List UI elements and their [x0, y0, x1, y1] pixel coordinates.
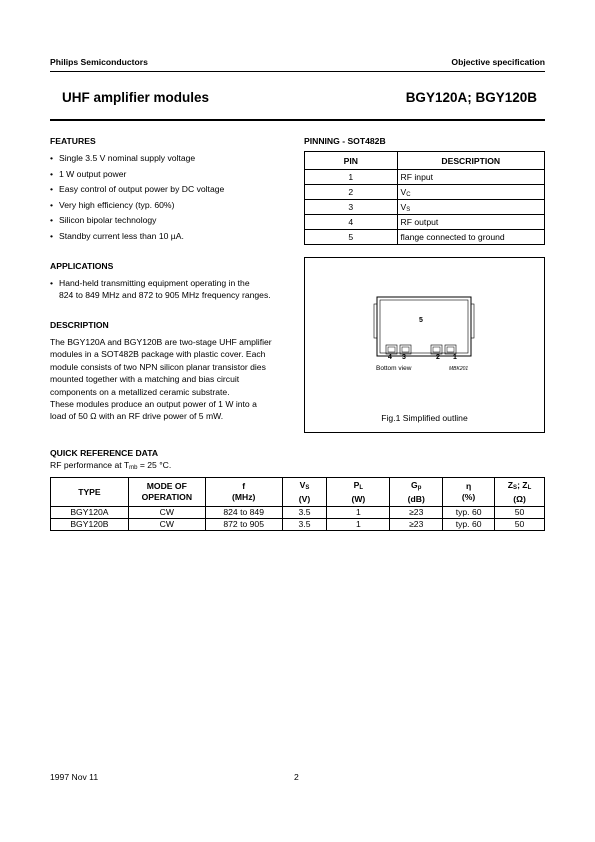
document-type: Objective specification [451, 57, 545, 67]
page-title: UHF amplifier modules [62, 90, 210, 105]
pin-label-3: 3 [402, 354, 406, 361]
header-power-gain: $G_p$ (dB) [390, 478, 443, 507]
cell-impedance: 50 [495, 507, 545, 519]
application-line: 824 to 849 MHz and 872 to 905 MHz frequency ranges. [59, 290, 271, 301]
part-numbers: BGY120A; BGY120B [405, 90, 537, 105]
page-number: 2 [294, 772, 299, 782]
pin-number: 2 [305, 185, 398, 200]
quick-reference-table [50, 477, 545, 531]
cell-supply-voltage: 3.5 [282, 507, 327, 519]
company-name: Philips Semiconductors [50, 57, 148, 67]
qrd-subtitle: RF performance at $T_{mb} = 25$ °C. [50, 460, 172, 471]
description-line: module consists of two NPN silicon planar transistor dies [50, 361, 266, 372]
feature-item: • Easy control of output power by DC voltage [50, 182, 224, 198]
cell-power-gain: ≥23 [390, 507, 443, 519]
pin-description: $V_C$ [397, 185, 544, 200]
outline-figure [304, 257, 545, 433]
flange-label: 5 [419, 317, 423, 324]
description-line: load of 50 Ω with an RF drive power of 5 mW. [50, 411, 224, 422]
pin-label-4: 4 [388, 354, 392, 361]
pinning-header-row [305, 152, 545, 170]
bullet: • [50, 278, 54, 288]
header-efficiency: η (%) [443, 478, 495, 507]
application-item [50, 277, 271, 302]
pin-description: flange connected to ground [397, 230, 544, 245]
description-title: DESCRIPTION [50, 320, 109, 330]
cell-type: BGY120B [51, 519, 129, 531]
pin-number: 3 [305, 200, 398, 215]
header-supply-voltage: $V_S$ (V) [282, 478, 327, 507]
pad-2 [431, 345, 442, 354]
cell-power-gain: ≥23 [390, 519, 443, 531]
pad-4 [386, 345, 397, 354]
pin-header: PIN [305, 152, 398, 170]
applications-title: APPLICATIONS [50, 261, 114, 271]
header-rule [50, 71, 545, 72]
pin-number: 1 [305, 170, 398, 185]
package-outline-drawing [305, 258, 546, 434]
header-type: TYPE [51, 478, 129, 507]
table-row [305, 215, 545, 230]
pin-number: 5 [305, 230, 398, 245]
title-rule [50, 119, 545, 121]
pinning-table [304, 151, 545, 245]
feature-item: • Very high efficiency (typ. 60%) [50, 198, 224, 214]
figure-code: MBK201 [449, 366, 469, 372]
qrd-title: QUICK REFERENCE DATA [50, 448, 159, 458]
cell-mode: CW [128, 507, 205, 519]
feature-item: • Single 3.5 V nominal supply voltage [50, 151, 224, 167]
cell-frequency: 824 to 849 [205, 507, 282, 519]
cell-efficiency: typ. 60 [443, 519, 495, 531]
table-row [305, 200, 545, 215]
cell-impedance: 50 [495, 519, 545, 531]
header-mode: MODE OF OPERATION [128, 478, 205, 507]
footer-date: 1997 Nov 11 [50, 772, 99, 782]
pin-description: RF output [397, 215, 544, 230]
table-row [51, 507, 545, 519]
cell-supply-voltage: 3.5 [282, 519, 327, 531]
pad-3 [400, 345, 411, 354]
pin-label-1: 1 [453, 354, 457, 361]
pin-label-2: 2 [436, 354, 440, 361]
table-row [51, 519, 545, 531]
feature-item: • 1 W output power [50, 167, 224, 183]
view-label: Bottom view [376, 365, 412, 372]
features-list [50, 151, 224, 244]
pin-description: RF input [397, 170, 544, 185]
description-line: These modules produce an output power of 1 W into a [50, 399, 257, 410]
cell-mode: CW [128, 519, 205, 531]
cell-efficiency: typ. 60 [443, 507, 495, 519]
table-row [305, 185, 545, 200]
pad-1 [445, 345, 456, 354]
features-title: FEATURES [50, 136, 96, 146]
cell-type: BGY120A [51, 507, 129, 519]
table-row [305, 230, 545, 245]
header-impedance: $Z_S$; $Z_L$ (Ω) [495, 478, 545, 507]
description-line: mounted together with a matching and bias circuit [50, 374, 240, 385]
feature-item: • Standby current less than 10 µA. [50, 229, 224, 245]
pin-description: $V_S$ [397, 200, 544, 215]
cell-load-power: 1 [327, 507, 390, 519]
header-frequency: f (MHz) [205, 478, 282, 507]
cell-load-power: 1 [327, 519, 390, 531]
feature-item: • Silicon bipolar technology [50, 213, 224, 229]
qrd-header-row [51, 478, 545, 507]
description-body [50, 336, 272, 423]
header-load-power: $P_L$ (W) [327, 478, 390, 507]
description-line: modules in a SOT482B package with plastic cover. Each [50, 349, 266, 360]
cell-frequency: 872 to 905 [205, 519, 282, 531]
figure-caption: Fig.1 Simplified outline [381, 413, 468, 423]
description-header: DESCRIPTION [397, 152, 544, 170]
description-line: components on a metallized ceramic substrate. [50, 386, 230, 397]
description-line: The BGY120A and BGY120B are two-stage UHF amplifier [50, 337, 272, 347]
pinning-title: PINNING - SOT482B [304, 136, 386, 146]
pin-number: 4 [305, 215, 398, 230]
application-line: Hand-held transmitting equipment operating in the [59, 278, 250, 288]
table-row [305, 170, 545, 185]
